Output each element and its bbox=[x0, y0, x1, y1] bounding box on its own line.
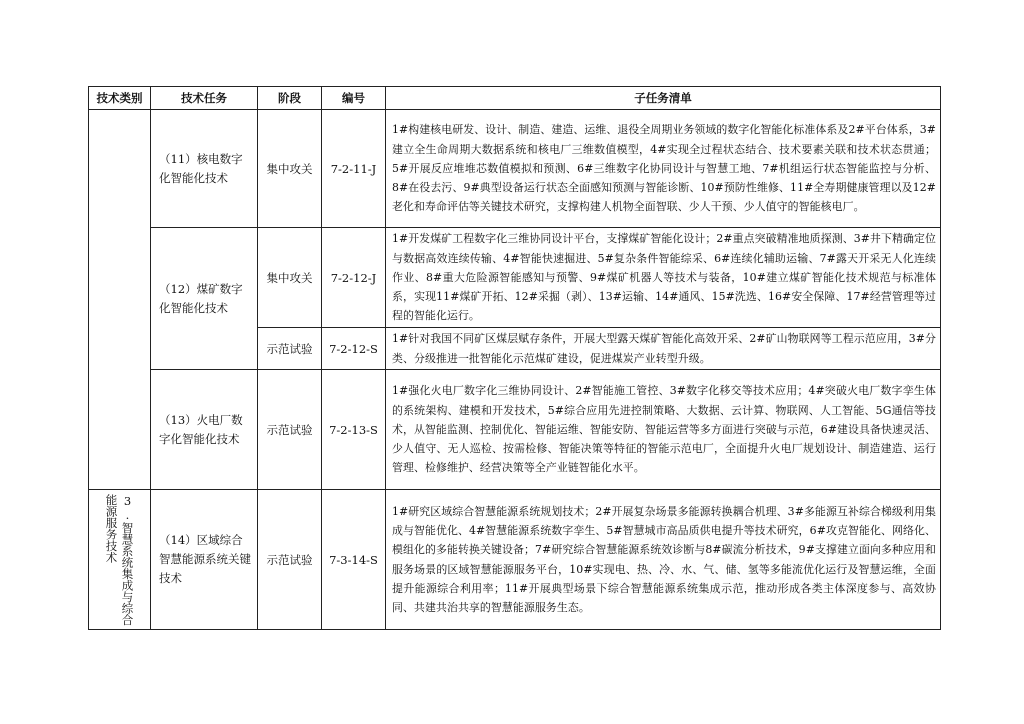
subtask-list-cell: 1#开发煤矿工程数字化三维协同设计平台，支撑煤矿智能化设计；2#重点突破精准地质探测、3#井下精确定位与数据高效连续传输、4#智能快速掘进、5#复杂条件智能综采、6#连续化辅助运输、7#露天开采无人化连续作业、8#重大危险源智能感知与预警、9#煤矿机器人等技术与装备，10#建立煤矿智能化技术规范与标准体系，实现11#煤矿开拓、12#采掘（剥）、13#运输、14#通风、15#洗选、16#安全保障、17#经营管理等过程的智能化运行。 bbox=[386, 228, 941, 328]
stage-cell: 集中攻关 bbox=[258, 110, 322, 228]
code-cell: 7-3-14-S bbox=[322, 490, 386, 630]
table-row bbox=[89, 228, 941, 328]
task-cell: （11）核电数字化智能化技术 bbox=[151, 110, 258, 228]
stage-cell: 示范试验 bbox=[258, 370, 322, 490]
category-cell-empty bbox=[89, 110, 151, 490]
table-row bbox=[89, 490, 941, 630]
stage-cell: 集中攻关 bbox=[258, 228, 322, 328]
table-row bbox=[89, 370, 941, 490]
code-cell: 7-2-12-S bbox=[322, 328, 386, 370]
task-cell: （13）火电厂数字化智能化技术 bbox=[151, 370, 258, 490]
header-task: 技术任务 bbox=[151, 87, 258, 110]
header-category: 技术类别 bbox=[89, 87, 151, 110]
code-cell: 7-2-13-S bbox=[322, 370, 386, 490]
stage-cell: 示范试验 bbox=[258, 328, 322, 370]
table-row bbox=[89, 110, 941, 228]
header-code: 编号 bbox=[322, 87, 386, 110]
header-subtasks: 子任务清单 bbox=[386, 87, 941, 110]
subtask-table bbox=[88, 86, 941, 630]
category-line-1: 3.智慧系统集成与综合 bbox=[120, 493, 135, 626]
subtask-list-cell: 1#研究区域综合智慧能源系统规划技术；2#开展复杂场景多能源转换耦合机理、3#多能源互补综合梯级利用集成与智能优化、4#智慧能源系统数字孪生、5#智慧城市高品质供电提升等技术研究，6#攻克智能化、网络化、模组化的多能转换关键设备；7#研究综合智慧能源系统效诊断与8#碳流分析技术，9#支撑建立面向多种应用和服务场景的区域智慧能源服务平台，10#实现电、热、冷、水、气、储、氢等多能流优化运行及智慧运维，全面提升能源综合利用率；11#开展典型场景下综合智慧能源系统集成示范，推动形成各类主体深度参与、高效协同、共建共治共享的智慧能源服务生态。 bbox=[386, 490, 941, 630]
category-cell bbox=[89, 490, 151, 630]
stage-cell: 示范试验 bbox=[258, 490, 322, 630]
header-stage: 阶段 bbox=[258, 87, 322, 110]
code-cell: 7-2-11-J bbox=[322, 110, 386, 228]
category-vertical-text bbox=[89, 494, 150, 626]
subtask-list-cell: 1#强化火电厂数字化三维协同设计、2#智能施工管控、3#数字化移交等技术应用；4#突破火电厂数字孪生体的系统架构、建模和开发技术，5#综合应用先进控制策略、大数据、云计算、物联网、人工智能、5G通信等技术，从智能监测、控制优化、智能运维、智能安防、智能运营等多方面进行突破与示范，6#建设具备快速灵活、少人值守、无人巡检、按需检修、智能决策等特征的智能示范电厂，全面提升火电厂规划设计、制造建造、运行管理、检修维护、经营决策等全产业链智能化水平。 bbox=[386, 370, 941, 490]
task-cell: （14）区域综合智慧能源系统关键技术 bbox=[151, 490, 258, 630]
subtask-list-cell: 1#构建核电研发、设计、制造、建造、运维、退役全周期业务领域的数字化智能化标准体系及2#平台体系，3#建立全生命周期大数据系统和核电厂三维数值模型，4#实现全过程状态结合、技术要素关联和技术状态贯通；5#开展反应堆堆芯数值模拟和预测、6#三维数字化协同设计与智慧工地、7#机组运行状态智能监控与分析、8#在役去污、9#典型设备运行状态全面感知预测与智能诊断、10#预防性维修、11#全寿期健康管理以及12#老化和寿命评估等关键技术研究，支撑构建人机物全面智联、少人干预、少人值守的智能核电厂。 bbox=[386, 110, 941, 228]
category-line-2: 能源服务技术 bbox=[104, 493, 119, 563]
code-cell: 7-2-12-J bbox=[322, 228, 386, 328]
table-header-row bbox=[89, 87, 941, 110]
task-cell: （12）煤矿数字化智能化技术 bbox=[151, 228, 258, 370]
subtask-list-cell: 1#针对我国不同矿区煤层赋存条件，开展大型露天煤矿智能化高效开采、2#矿山物联网等工程示范应用，3#分类、分级推进一批智能化示范煤矿建设，促进煤炭产业转型升级。 bbox=[386, 328, 941, 370]
